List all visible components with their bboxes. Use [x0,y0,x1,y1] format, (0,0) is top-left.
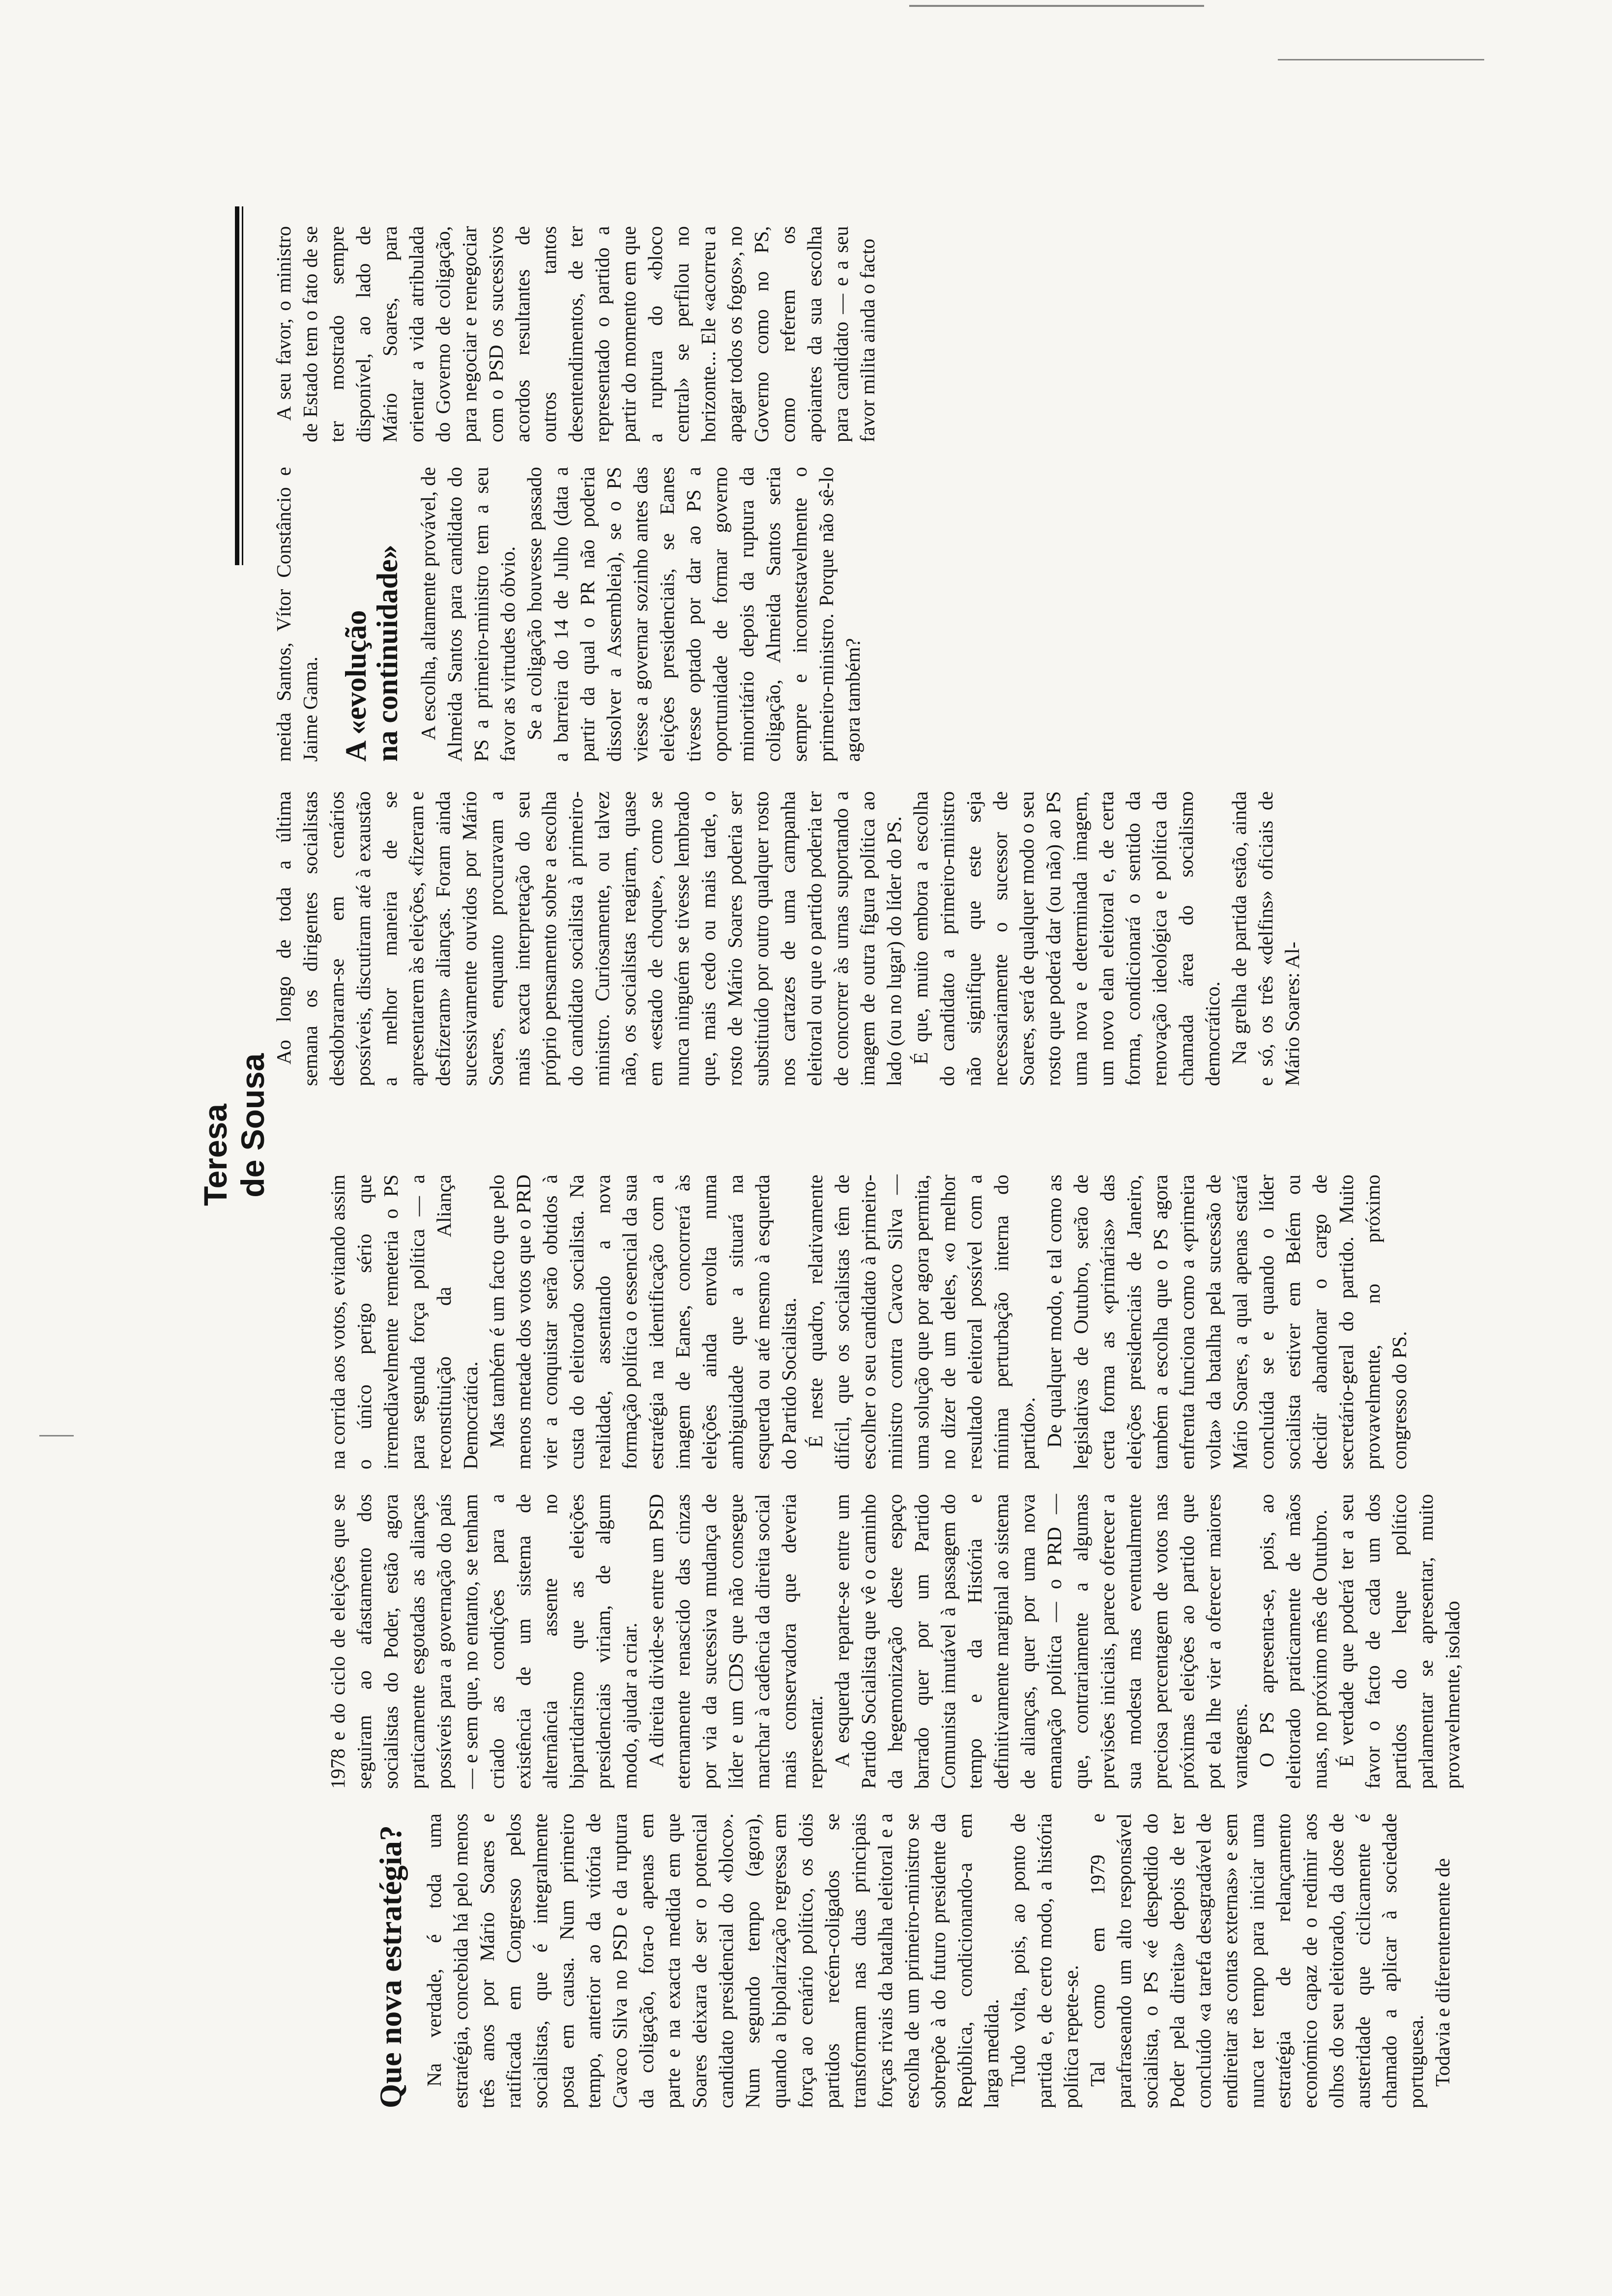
paragraph: A seu favor, o ministro de Estado tem o fato de se ter mostrado sempre disponível, ao lado de Mário Soares, para orientar a vida atribulada do Governo de coligação, para negociar e renegociar com o PSD os sucessivos acordos resultantes de outros tantos desentendimentos, de ter representado o partido a partir do momento em que a ruptura do «bloco central» se perfilou no horizonte... Ele «acorreu a apagar todos os fogos», no Governo como no PS, como referem os apoiantes da sua escolha para candidato — e a seu favor milita ainda o facto [272,226,879,442]
paragraph: A direita divide-se entre um PSD eternamente renascido das cinzas por via da sucessiva mudança de líder e um CDS que não consegue marchar à cadência da direita social mais conservadora que deveria representar. [645,1494,827,1789]
scan-edge-top-right [1278,59,1484,60]
column-2 [324,1494,1466,1789]
paragraph: É que, muito embora a escolha do candidato a primeiro-ministro não signifique que este seja necessariamente o sucessor de Soares, será de qualquer modo o seu rosto que poderá dar (ou não) ao PS uma nova e determinada imagem, um novo elan eleitoral e, de certa forma, condicionará o sentido da renovação ideológica e política da chamada área do socialismo democrático. [909,791,1224,1086]
paragraph: A esquerda reparte-se entre um Partido Socialista que vê o caminho da hegemonização deste espaço barrado quer por um Partido Comunista imutável à passagem do tempo e da História e definitivamente marginal ao sistema de alianças, quer por uma nova emanação política — o PRD — que, contrariamente a algumas previsões iniciais, parece oferecer a sua modesta mas eventualmente preciosa percentagem de votos nas próximas eleições ao partido que pot ela lhe vier a oferecer maiores vantagens. [831,1494,1251,1789]
paragraph: meida Santos, Vítor Constâncio e Jaime Gama. [272,467,321,762]
paragraph: O PS apresenta-se, pois, ao eleitorado praticamente de mãos nuas, no próximo mês de Outubro. [1255,1494,1331,1789]
paragraph: Tal como em 1979 e parafraseando um alto responsável socialista, o PS «é despedido do Poder pela direita» depois de ter concluído «a tarefa desagradável de endireitar as contas externas» e sem nunca ter tempo para iniciar uma estratégia de relançamento económico capaz de o redimir aos olhos do seu eleitorado, da dose de austeridade que ciclicamente é chamado a aplicar à sociedade portuguesa. [1086,1813,1427,2108]
paragraph: Ao longo de toda a última semana os dirigentes socialistas desdobraram-se em cenários possíveis, discutiram até à exaustão a melhor maneira de se apresentarem às eleições, «fizeram e desfizeram» alianças. Foram ainda sucessivamente ouvidos por Mário Soares, enquanto procuravam a mais exacta interpretação do seu próprio pensamento sobre a escolha do candidato socialista à primeiro-ministro. Curiosamente, ou talvez não, os socialistas reagiram, quase em «estado de choque», como se nunca ninguém se tivesse lembrado que, mais cedo ou mais tarde, o rosto de Mário Soares poderia ser substituído por outro qualquer rosto nos cartazes de uma campanha eleitoral ou que o partido poderia ter de concorrer às urnas suportando a imagem de outra figura política ao lado (ou no lugar) do líder do PS. [272,791,905,1086]
byline [197,1017,271,1292]
paragraph: De qualquer modo, e tal como as legislativas de Outubro, serão de certa forma as «primárias» das eleições presidenciais de Janeiro, também a escolha que o PS agora enfrenta funciona como a «primeira volta» da batalha pela sucessão de Mário Soares, a qual apenas estará concluída se e quando o líder socialista estiver em Belém ou decidir abandonar o cargo de secretário-geral do partido. Muito provavelmente, no próximo congresso do PS. [1043,1175,1410,1469]
column-1 [374,1813,1456,2108]
paragraph: A escolha, altamente provável, de Almeida Santos para candidato do PS a primeiro-ministro tem a seu favor as virtudes do óbvio. [417,467,519,762]
header-rule [235,206,239,565]
paragraph: Na grelha de partida estão, ainda e só, os três «delfins» oficiais de Mário Soares: Al- [1228,791,1303,1086]
scan-edge-top [909,5,1204,7]
paragraph: Todavia e diferentemente de [1431,1858,1454,2087]
column-5 [270,467,866,762]
header-rule-thin [242,206,243,565]
paragraph: na corrida aos votos, evitando assim o único perigo sério que irremediavelmente remeteria o PS para segunda força política — a reconstituição da Aliança Democrática. [326,1175,482,1469]
section-title-evolucao [340,467,403,762]
paragraph: 1978 e do ciclo de eleições que se seguiram ao afastamento dos socialistas do Poder, estão agora praticamente esgotadas as alianças possíveis para a governação do país — e sem que, no entanto, se tenham criado as condições para a existência de um sistema de alternância assente no bipartidarismo que as eleições presidenciais viriam, de algum modo, ajudar a criar. [326,1494,641,1789]
section-title-line: na continuidade» [371,545,403,762]
column-4 [270,791,1305,1086]
byline-first: Teresa [197,1104,233,1206]
paragraph: Tudo volta, pois, ao ponto de partida e, de certo modo, a história política repete-se. [1007,1813,1082,2108]
scan-edge-left [39,1435,74,1436]
rotated-article [197,206,1464,2128]
column-6 [270,226,881,442]
paragraph: Na verdade, é toda uma estratégia, concebida há pelo menos três anos por Mário Soares e ratificada em Congresso pelos socialistas, que é integralmente posta em causa. Num primeiro tempo, anterior ao da vitória de Cavaco Silva no PSD e da ruptura da coligação, fora-o apenas em parte e na exacta medida em que Soares deixara de ser o potencial candidato presidencial do «bloco». Num segundo tempo (agora), quando a bipolarização regressa em força ao cenário político, os dois partidos recém-coligados se transformam nas duas principais forças rivais da batalha eleitoral e a escolha de um primeiro-ministro se sobrepõe à do futuro presidente da República, condicionando-a em larga medida. [423,1813,1003,2108]
paragraph: Se a coligação houvesse passado a barreira do 14 de Julho (data a partir da qual o PR não poderia dissolver a Assembleia), se o PS viesse a governar sozinho antes das eleições presidenciais, se Eanes tivesse optado por dar ao PS a oportunidade de formar governo minoritário depois da ruptura da coligação, Almeida Santos seria sempre e incontestavelmente o primeiro-ministro. Porque não sê-lo agora também? [523,467,864,762]
paragraph: Mas também é um facto que pelo menos metade dos votos que o PRD vier a conquistar serão obtidos à custa do eleitorado socialista. Na realidade, assentando a nova formação política o essencial da sua estratégia na identificação com a imagem de Eanes, concorrerá às eleições ainda envolta numa ambiguidade que a situará na esquerda ou até mesmo à esquerda do Partido Socialista. [486,1175,800,1469]
byline-last: de Sousa [234,1053,271,1198]
column-3 [324,1175,1412,1469]
paragraph: É neste quadro, relativamente difícil, que os socialistas têm de escolher o seu candidato à primeiro-ministro contra Cavaco Silva — uma solução que por agora permita, no dizer de um deles, «o melhor resultado eleitoral possível com a mínima perturbação interna do partido». [804,1175,1039,1469]
section-title-line: A «evolução [340,610,372,762]
section-title-estrategia: Que nova estratégia? [373,1825,408,2108]
paragraph: É verdade que poderá ter a seu favor o facto de cada um dos partidos do leque político parlamentar se apresentar, muito provavelmente, isolado [1335,1494,1464,1789]
